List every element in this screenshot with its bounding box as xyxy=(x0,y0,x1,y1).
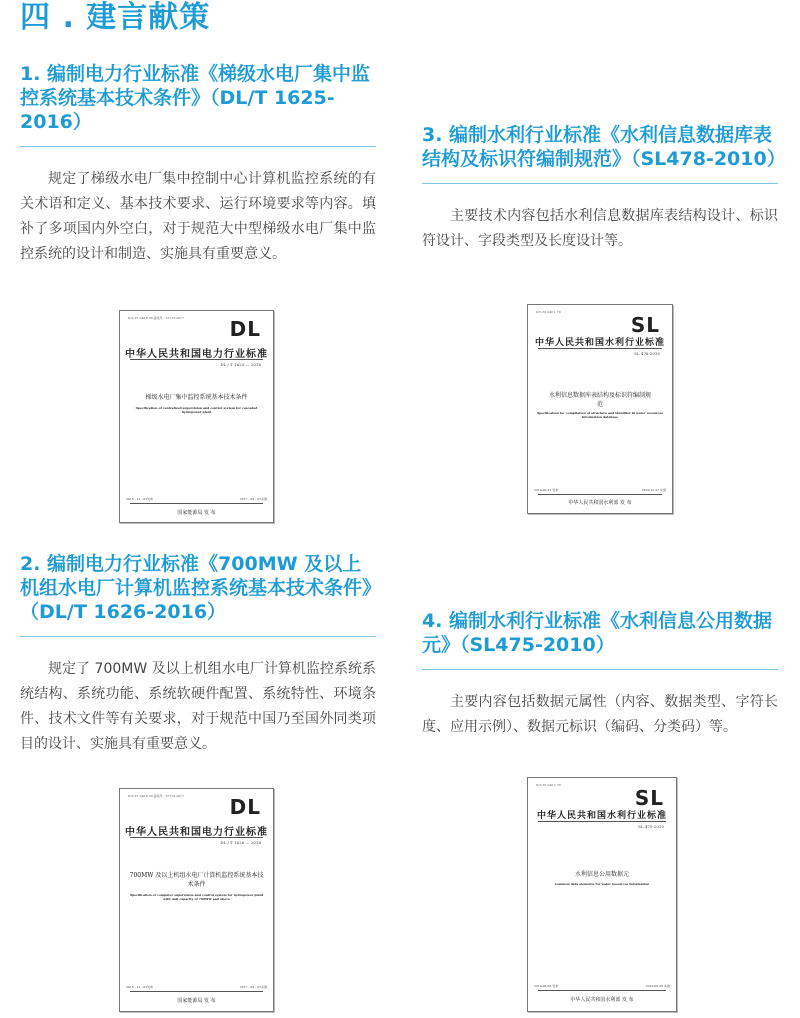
cover-english-title: Specification of centralized supervision and control system for cascaded hydropower plant xyxy=(135,406,258,414)
section-3-heading: 3. 编制水利行业标准《水利信息数据库表结构及标识符编制规范》（SL478-2010） xyxy=(422,123,778,184)
cover-publisher: 中华人民共和国水利部 发 布 xyxy=(568,500,632,506)
section-3-body: 主要技术内容包括水利信息数据库表结构设计、标识符设计、字段类型及长度设计等。 xyxy=(422,208,778,249)
cover-english-title: Specification of computer supervision and control system for hydropower plant with unit capacity of 700MW and above xyxy=(129,893,264,901)
standard-cover-sl-478 xyxy=(527,304,673,514)
cover-english-title: Specification for compilation of structure and identifier in water resources information database xyxy=(537,411,663,419)
cover-org: 中华人民共和国电力行业标准 xyxy=(125,827,268,838)
dl-logo: DL xyxy=(229,317,261,341)
cover-english-title: Common data elements for water resources information xyxy=(554,882,650,886)
cover-impl-date: 2017 - 05 - 01实施 xyxy=(239,497,267,501)
section-2 xyxy=(20,552,376,757)
standard-cover-sl-475 xyxy=(527,777,677,1012)
section-4-heading: 4. 编制水利行业标准《水利信息公用数据元》（SL475-2010） xyxy=(422,609,778,670)
cover-title: 700MW 及以上机组水电厂计算机监控系统基本技术条件 xyxy=(129,872,264,888)
cover-issue-date: 2010-09-27 发布 xyxy=(534,488,559,492)
section-4 xyxy=(422,609,778,740)
cover-issue-date: 2016 - 12 - 05发布 xyxy=(126,985,154,989)
sl-logo: SL xyxy=(630,313,660,337)
cover-top-info: ICS 27.140 P 59 备案号：57176-2017 xyxy=(128,794,184,798)
cover-org: 中华人民共和国水利行业标准 xyxy=(536,811,667,821)
cover-code: SL 475-2010 xyxy=(638,824,664,829)
cover-impl-date: 2010-12-27 实施 xyxy=(641,488,666,492)
page-title: 四 . 建言献策 xyxy=(20,0,211,35)
cover-org: 中华人民共和国电力行业标准 xyxy=(125,349,268,360)
cover-issue-date: 2010-06-28 发布 xyxy=(534,984,559,988)
cover-code: DL / T 1626 — 2016 xyxy=(220,840,261,845)
cover-bottom-rule xyxy=(538,494,662,495)
cover-code: DL / T 1625 — 2016 xyxy=(220,362,261,367)
cover-top-info: ICS 35.240 L 70 xyxy=(536,310,561,314)
cover-impl-date: 2017 - 05 - 01实施 xyxy=(239,985,267,989)
cover-code: SL 478-2010 xyxy=(634,351,660,356)
section-1-body: 规定了梯级水电厂集中控制中心计算机监控系统的有关术语和定义、基本技术要求、运行环境要求等内容。填补了多项国内外空白，对于规范大中型梯级水电厂集中监控系统的设计和制造、实施具有重要意义。 xyxy=(20,171,376,262)
cover-top-info: ICS 35.240 L 70 xyxy=(536,783,561,787)
sl-logo: SL xyxy=(634,786,664,810)
cover-impl-date: 2010-09-28 实施 xyxy=(645,984,670,988)
cover-org: 中华人民共和国水利行业标准 xyxy=(534,338,665,348)
section-2-heading: 2. 编制电力行业标准《700MW 及以上机组水电厂计算机监控系统基本技术条件》（DL/T 1626-2016） xyxy=(20,552,376,637)
section-3 xyxy=(422,123,786,254)
cover-rule xyxy=(538,821,666,822)
cover-title: 梯级水电厂集中监控系统基本技术条件 xyxy=(145,394,248,401)
cover-publisher: 国家能源局 发 布 xyxy=(177,510,216,516)
standard-cover-dl-1625 xyxy=(119,310,274,523)
cover-rule xyxy=(538,348,662,349)
cover-title: 水利信息数据库表结构及标识符编制规范 xyxy=(548,392,651,408)
cover-bottom-rule xyxy=(130,503,263,504)
cover-issue-date: 2016 - 12 - 05发布 xyxy=(126,497,154,501)
section-1 xyxy=(20,62,376,267)
dl-logo: DL xyxy=(229,795,261,819)
cover-rule xyxy=(130,837,263,838)
section-2-body: 规定了 700MW 及以上机组水电厂计算机监控系统系统结构、系统功能、系统软硬件配置、系统特性、环境条件、技术文件等有关要求，对于规范中国乃至国外同类项目的设计、实施具有重要意义。 xyxy=(20,661,376,752)
cover-bottom-rule xyxy=(538,990,666,991)
standard-cover-dl-1626 xyxy=(119,788,274,1012)
cover-title: 水利信息公用数据元 xyxy=(574,871,629,878)
cover-top-info: ICS 27.140 P 59 备案号：51175-2017 xyxy=(128,316,184,320)
cover-publisher: 国家能源局 发 布 xyxy=(177,998,216,1004)
cover-bottom-rule xyxy=(130,991,263,992)
section-1-heading: 1. 编制电力行业标准《梯级水电厂集中监控系统基本技术条件》（DL/T 1625-2016） xyxy=(20,62,376,147)
cover-publisher: 中华人民共和国水利部 发 布 xyxy=(570,997,634,1003)
cover-rule xyxy=(130,359,263,360)
section-4-body: 主要内容包括数据元属性（内容、数据类型、字符长度、应用示例）、数据元标识（编码、分类码）等。 xyxy=(422,694,778,735)
